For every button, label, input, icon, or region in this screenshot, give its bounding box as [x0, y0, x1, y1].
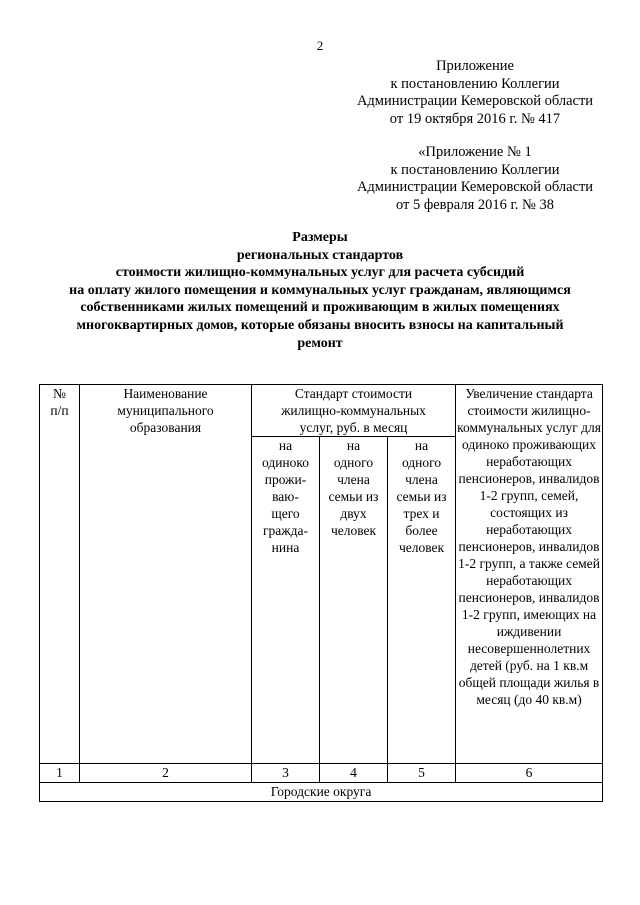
section-title: Городские округа — [40, 783, 603, 802]
column-number: 1 — [40, 764, 80, 783]
header-single-line: одиноко — [261, 455, 310, 470]
header-single-line: щего — [271, 506, 300, 521]
header-standard — [252, 385, 456, 437]
header-two-line: на — [346, 438, 361, 453]
appendix-block — [350, 58, 600, 128]
header-increase-line: 1-2 групп, семей, — [479, 488, 579, 503]
column-number: 5 — [388, 764, 456, 783]
header-increase — [456, 385, 603, 764]
header-family-of-three — [388, 437, 456, 764]
header-increase-line: неработающих — [486, 573, 572, 588]
header-increase-line: неработающих — [486, 454, 572, 469]
column-number: 3 — [252, 764, 320, 783]
header-increase-line: несовершеннолетних — [467, 641, 591, 656]
header-increase-line: пенсионеров, инвалидов — [458, 539, 600, 554]
section-row — [40, 783, 603, 802]
header-single-resident — [252, 437, 320, 764]
header-two-line: семьи из — [328, 489, 379, 504]
header-increase-line: месяц (до 40 кв.м) — [476, 692, 582, 707]
title-line: Размеры — [292, 230, 348, 245]
header-single-line: ваю- — [272, 489, 299, 504]
appendix-line: Администрации Кемеровской области — [356, 93, 594, 109]
header-two-line: человек — [330, 523, 377, 538]
header-three-line: одного — [401, 455, 442, 470]
header-increase-line: 1-2 групп, а также семей — [458, 556, 600, 571]
appendix-line: Приложение — [436, 58, 514, 74]
header-three-line: человек — [398, 540, 445, 555]
column-number: 4 — [320, 764, 388, 783]
header-name-line: образования — [129, 420, 202, 435]
header-standard-line: Стандарт стоимости — [294, 386, 413, 401]
header-increase-line: пенсионеров, инвалидов — [458, 590, 600, 605]
header-num-line: № — [53, 386, 66, 401]
original-appendix-block — [350, 144, 600, 214]
header-three-line: на — [414, 438, 429, 453]
header-single-line: нина — [271, 540, 300, 555]
header-name-line: Наименование — [123, 386, 208, 401]
header-three-line: члена — [405, 472, 438, 487]
header-standard-line: услуг, руб. в месяц — [299, 420, 408, 435]
header-two-line: члена — [337, 472, 370, 487]
appendix-line: от 19 октября 2016 г. № 417 — [389, 110, 561, 127]
header-three-line: более — [405, 523, 438, 538]
header-name-line: муниципального — [117, 403, 214, 418]
original-appendix-line: «Приложение № 1 — [418, 144, 532, 160]
header-increase-line: стоимости жилищно- — [467, 403, 591, 418]
header-two-line: одного — [333, 455, 374, 470]
page-number: 2 — [316, 38, 324, 53]
title-line: собственниками жилых помещений и проживающим в жилых помещениях — [80, 300, 560, 316]
header-standard-line: жилищно-коммунальных — [281, 403, 426, 418]
title-line: на оплату жилого помещения и коммунальных услуг гражданам, являющимся — [69, 282, 571, 298]
header-increase-line: коммунальных услуг для — [457, 420, 601, 435]
header-increase-line: Увеличение стандарта — [465, 386, 593, 401]
title-line: стоимости жилищно-коммунальных услуг для расчета субсидий — [115, 265, 525, 281]
header-single-line: на — [278, 438, 293, 453]
column-numbers-row — [40, 764, 603, 783]
header-two-line: двух — [340, 506, 367, 521]
header-three-line: трех и — [403, 506, 440, 521]
header-increase-line: неработающих — [486, 522, 572, 537]
header-increase-line: общей площади жилья в — [458, 675, 600, 690]
header-num — [40, 385, 80, 764]
header-single-line: прожи- — [264, 472, 307, 487]
column-number: 2 — [80, 764, 252, 783]
original-appendix-line: Администрации Кемеровской области — [356, 179, 594, 195]
standards-table — [39, 384, 603, 802]
original-appendix-line: к постановлению Коллегии — [390, 161, 560, 178]
original-appendix-line: от 5 февраля 2016 г. № 38 — [395, 196, 555, 213]
title-line: ремонт — [297, 335, 343, 351]
header-three-line: семьи из — [396, 489, 447, 504]
header-num-line: п/п — [50, 403, 69, 418]
header-increase-line: детей (руб. на 1 кв.м — [469, 658, 589, 673]
title-line: региональных стандартов — [236, 247, 404, 263]
header-single-line: гражда- — [263, 523, 308, 538]
header-family-of-two — [320, 437, 388, 764]
title-line: многоквартирных домов, которые обязаны вносить взносы на капитальный — [76, 317, 564, 333]
column-number: 6 — [456, 764, 603, 783]
document-title — [20, 229, 620, 352]
header-increase-line: состоящих из — [490, 505, 568, 520]
header-increase-line: иждивении — [496, 624, 562, 639]
header-increase-line: одиноко проживающих — [462, 437, 597, 452]
header-name — [80, 385, 252, 764]
appendix-line: к постановлению Коллегии — [390, 75, 560, 92]
header-increase-line: 1-2 групп, имеющих на — [461, 607, 597, 622]
header-increase-line: пенсионеров, инвалидов — [458, 471, 600, 486]
